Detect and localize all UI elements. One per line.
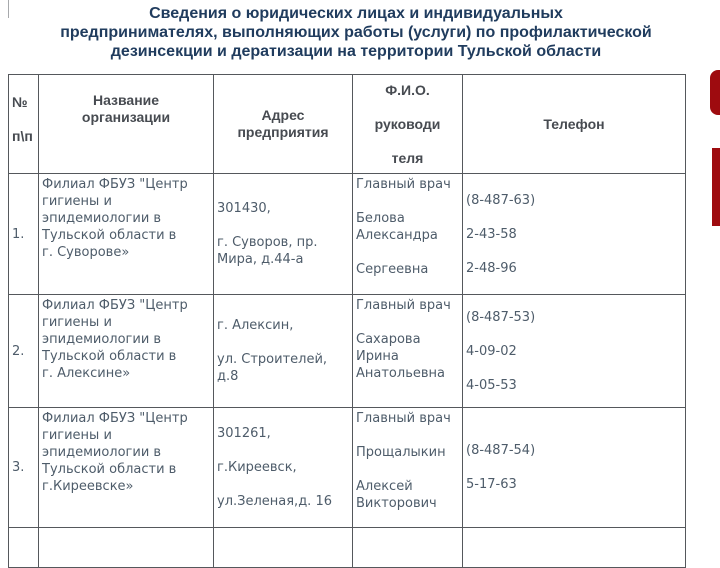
cell-paragraph: Главный врач xyxy=(356,177,451,192)
cell-director xyxy=(353,408,463,528)
page-title xyxy=(0,4,712,61)
cell-director xyxy=(353,528,463,568)
cell-phone xyxy=(463,528,686,568)
cell-paragraph: Филиал ФБУЗ "Центр гигиены и эпидемиологии в Тульской области в г. Суворове» xyxy=(42,177,188,260)
cell-paragraph: 2-43-58 xyxy=(466,226,517,242)
cell-paragraph: руководи xyxy=(374,115,441,132)
table-row xyxy=(9,528,686,568)
cell-paragraph: г. Суворов, пр. Мира, д.44-а xyxy=(217,235,318,267)
cell-paragraph: 3. xyxy=(12,460,25,475)
table-header-row xyxy=(9,75,686,174)
cell-address xyxy=(214,528,353,568)
header-col-phone xyxy=(463,75,686,174)
cell-paragraph: Сергеевна xyxy=(356,262,429,277)
cell-paragraph: Главный врач xyxy=(356,298,451,313)
cell-paragraph: теля xyxy=(391,149,424,166)
cell-number xyxy=(9,295,39,408)
header-col-address xyxy=(214,75,353,174)
cell-number xyxy=(9,174,39,295)
cell-organization xyxy=(39,408,214,528)
cell-paragraph: Филиал ФБУЗ "Центр гигиены и эпидемиологии в Тульской области в г.Киреевске» xyxy=(42,411,188,494)
cell-number xyxy=(9,408,39,528)
cell-paragraph: № xyxy=(12,93,28,110)
cell-phone xyxy=(463,295,686,408)
cell-organization xyxy=(39,295,214,408)
cell-address xyxy=(214,408,353,528)
cell-paragraph: Главный врач xyxy=(356,411,451,426)
cell-paragraph: 5-17-63 xyxy=(466,477,517,492)
cell-paragraph: 301261, xyxy=(217,426,271,441)
cell-paragraph: г.Киреевск, xyxy=(217,460,297,475)
cell-phone xyxy=(463,408,686,528)
cell-paragraph: Название организации xyxy=(81,92,171,125)
table-row xyxy=(9,408,686,528)
cell-paragraph: г. Алексин, xyxy=(217,318,294,333)
cell-paragraph: Алексей Викторович xyxy=(356,479,437,511)
table-row xyxy=(9,174,686,295)
cell-paragraph: 4-05-53 xyxy=(466,377,517,393)
header-col-number xyxy=(9,75,39,174)
cell-paragraph: Прощалыкин xyxy=(356,445,446,460)
cell-organization xyxy=(39,174,214,295)
cell-paragraph: 301430, xyxy=(217,201,271,216)
table-body xyxy=(9,174,686,568)
upper-partial-button[interactable] xyxy=(710,70,720,115)
header-col-organization xyxy=(39,75,214,174)
cell-organization xyxy=(39,528,214,568)
cell-director xyxy=(353,174,463,295)
cell-paragraph: 4-09-02 xyxy=(466,343,517,359)
header-col-director xyxy=(353,75,463,174)
cell-number xyxy=(9,528,39,568)
cell-paragraph: 2. xyxy=(12,343,25,359)
lower-partial-button[interactable] xyxy=(712,148,720,226)
cell-director xyxy=(353,295,463,408)
page-title-line: Сведения о юридических лицах и индивидуальных xyxy=(149,5,563,22)
cell-paragraph: (8-487-54) xyxy=(466,443,536,458)
cell-paragraph: 2-48-96 xyxy=(466,260,517,276)
cell-paragraph: (8-487-63) xyxy=(466,192,536,208)
cell-address xyxy=(214,174,353,295)
cell-address xyxy=(214,295,353,408)
cell-paragraph: 1. xyxy=(12,226,25,242)
cell-paragraph: Белова Александра xyxy=(356,211,438,243)
cell-paragraph: Филиал ФБУЗ "Центр гигиены и эпидемиологии в Тульской области в г. Алексине» xyxy=(42,298,188,381)
page-title-line: предпринимателях, выполняющих работы (услуги) по профилактической xyxy=(60,24,652,41)
cell-phone xyxy=(463,174,686,295)
cell-paragraph: ул. Строителей, д.8 xyxy=(217,352,328,384)
cell-paragraph: (8-487-53) xyxy=(466,309,536,325)
cell-paragraph: п\п xyxy=(12,127,33,144)
cell-paragraph: Телефон xyxy=(543,115,605,132)
directory-table xyxy=(8,74,686,568)
cell-paragraph: ул.Зеленая,д. 16 xyxy=(217,494,332,509)
page-title-line: дезинсекции и дератизации на территории Тульской области xyxy=(110,43,602,60)
cell-paragraph: Сахарова Ирина Анатольевна xyxy=(356,332,445,381)
cell-paragraph: Адрес предприятия xyxy=(237,107,329,140)
cell-paragraph: Ф.И.О. xyxy=(385,81,430,98)
table-row xyxy=(9,295,686,408)
